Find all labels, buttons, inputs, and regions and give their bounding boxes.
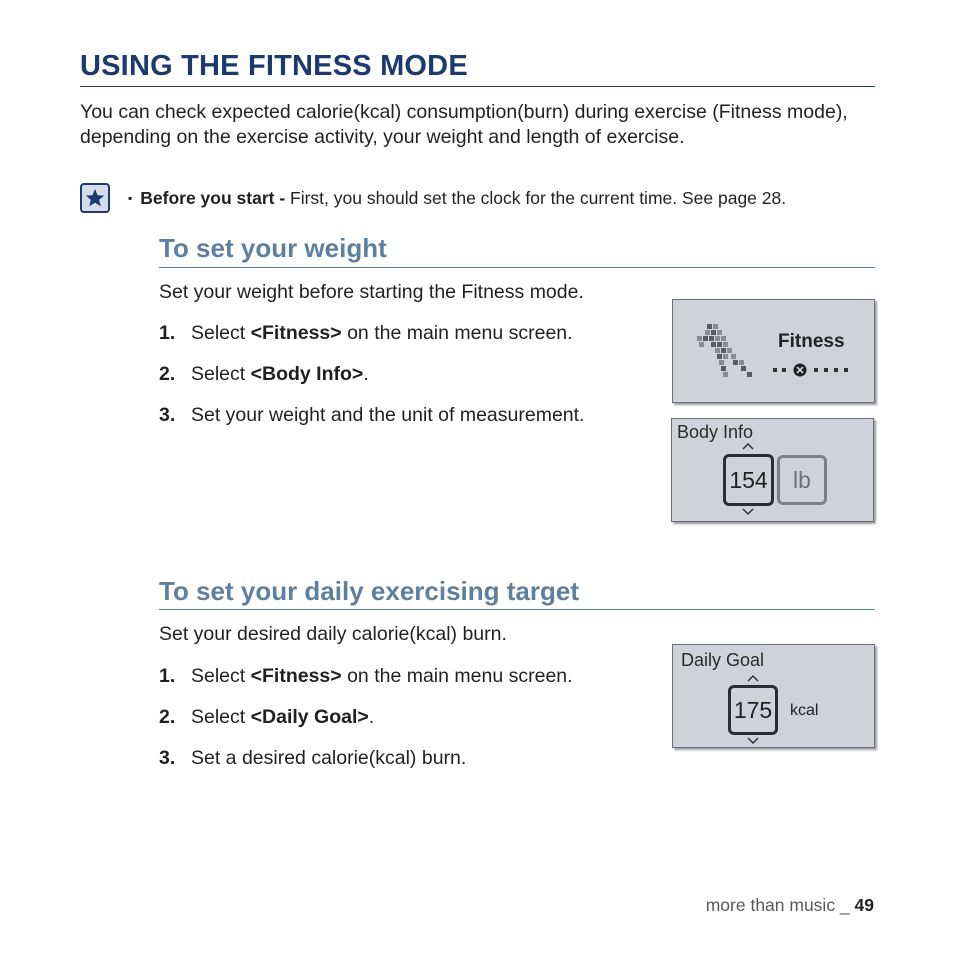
title-divider <box>80 86 875 87</box>
chevron-down-icon <box>738 507 758 519</box>
goal-step-2: 2. Select <Daily Goal>. <box>159 706 375 728</box>
weight-intro: Set your weight before starting the Fitness mode. <box>159 281 584 303</box>
weight-section-divider <box>159 267 875 268</box>
goal-section-divider <box>159 609 875 610</box>
star-note-icon <box>80 183 110 213</box>
weight-value-field[interactable]: 154 <box>723 454 774 506</box>
goal-section-title: To set your daily exercising target <box>159 576 579 606</box>
weight-step-2: 2. Select <Body Info>. <box>159 363 369 385</box>
body-info-label: Body Info <box>677 422 754 442</box>
goal-step-1: 1. Select <Fitness> on the main menu screen. <box>159 665 573 687</box>
chevron-down-icon <box>743 736 763 748</box>
chevron-up-icon <box>738 441 758 453</box>
daily-goal-label: Daily Goal <box>681 650 765 670</box>
fitness-menu-screen <box>672 299 875 403</box>
fitness-label: Fitness <box>778 331 845 352</box>
weight-section-title: To set your weight <box>159 233 387 263</box>
note-body: First, you should set the clock for the current time. See page 28. <box>285 188 787 208</box>
page-indicator-dots <box>773 363 857 382</box>
weight-step-1: 1. Select <Fitness> on the main menu screen. <box>159 322 573 344</box>
goal-intro: Set your desired daily calorie(kcal) burn. <box>159 623 507 645</box>
runner-icon <box>695 322 757 385</box>
page-title: USING THE FITNESS MODE <box>80 50 468 82</box>
page-number: 49 <box>854 895 874 915</box>
bullet-marker: ▪ <box>128 191 133 205</box>
intro-paragraph: You can check expected calorie(kcal) consumption(burn) during exercise (Fitness mode), depending on the exercise activity, your weight and length of exercise. <box>80 101 848 148</box>
kcal-unit-label: kcal <box>790 702 819 719</box>
weight-unit-field[interactable]: lb <box>777 455 827 505</box>
body-info-screen <box>671 418 874 522</box>
note-lead: Before you start - <box>140 188 286 208</box>
calorie-goal-field[interactable]: 175 <box>728 685 778 735</box>
weight-step-3: 3. Set your weight and the unit of measurement. <box>159 404 585 426</box>
page-footer: more than music _ 49 <box>705 895 874 915</box>
before-you-start-note <box>128 187 786 211</box>
chevron-up-icon <box>743 673 763 685</box>
goal-step-3: 3. Set a desired calorie(kcal) burn. <box>159 747 467 769</box>
daily-goal-screen <box>672 644 875 748</box>
